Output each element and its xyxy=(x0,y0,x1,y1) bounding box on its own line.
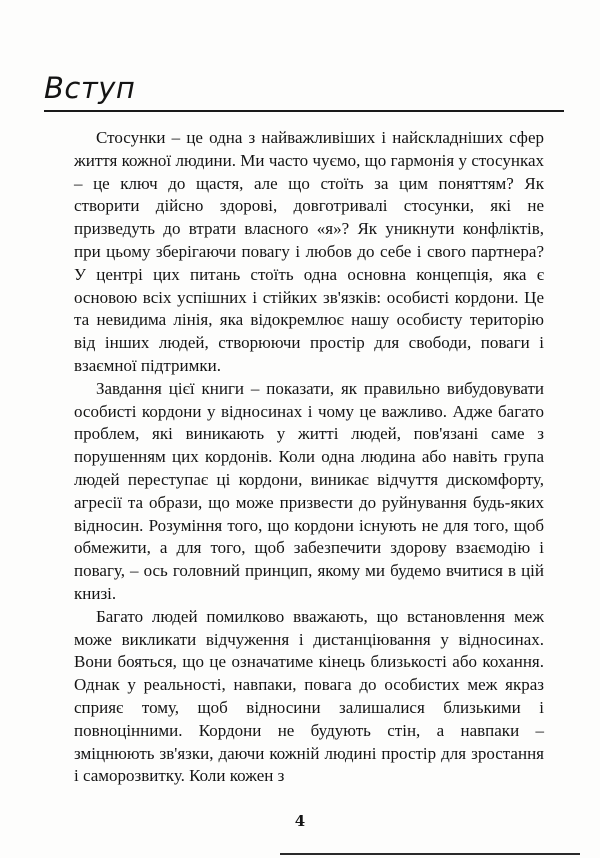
chapter-title: Вступ xyxy=(44,71,136,105)
paragraph-boundaries-misconception: Багато людей помилково вважають, що встановлення меж може викликати відчуження і дистанціювання у відносинах. Вони бояться, що це означатиме кінець близькості або кохання. Однак у реальності, навпаки, повага до особистих меж якраз сприяє тому, щоб відносини залишалися близькими і повноцінними. Кордони не будують стін, а навпаки – зміцнюють зв'язки, даючи кожній людині простір для зростання і саморозвитку. Коли кожен з xyxy=(74,606,544,786)
page-bottom-edge xyxy=(280,853,580,855)
body-text xyxy=(74,127,544,788)
paragraph-book-purpose: Завдання цієї книги – показати, як правильно вибудовувати особисті кордони у відносинах і чому це важливо. Адже багато проблем, які виникають у житті людей, пов'язані саме з порушенням цих кордонів. Коли одна людина або навіть група людей переступає ці кордони, виникає відчуття дискомфорту, агресії та образи, що може призвести до руйнування будь-яких відносин. Розуміння того, що кордони існують не для того, щоб обмежити, а для того, щоб забезпечити здорову взаємодію і повагу, – ось головний принцип, якому ми будемо вчитися в цій книзі. xyxy=(74,378,544,603)
paragraph-intro-relationships: Стосунки – це одна з найважливіших і найскладніших сфер життя кожної людини. Ми часто чуємо, що гармонія у стосунках – це ключ до щастя, але що стоїть за цим поняттям? Як створити дійсно здорові, довготривалі стосунки, які не призведуть до втрати власного «я»? Як уникнути конфліктів, при цьому зберігаючи повагу і любов до себе і свого партнера? У центрі цих питань стоїть одна основна концепція, яка є основою всіх успішних і стійких зв'язків: особисті кордони. Це та невидима лінія, яка відокремлює нашу особисту територію від інших людей, створюючи простір для свободи, поваги і взаємної підтримки. xyxy=(74,128,544,375)
page-number: 4 xyxy=(294,812,306,830)
title-underline xyxy=(44,110,564,112)
